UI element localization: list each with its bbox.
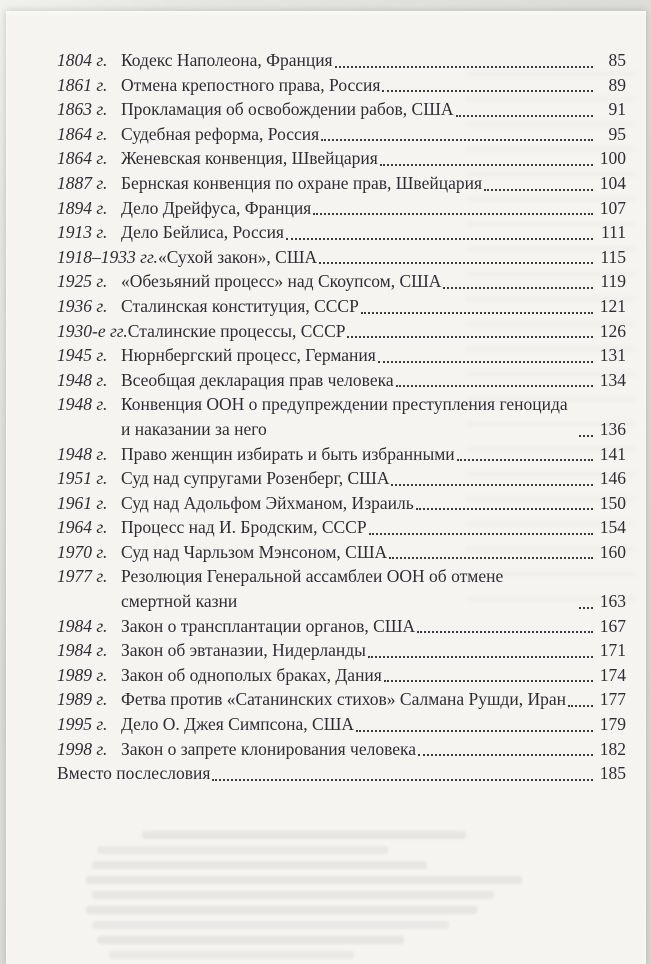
toc-entry-page: 185: [599, 763, 626, 784]
toc-entry-page: 160: [599, 541, 626, 562]
toc-entry-title: «Обезьяний процесс» над Скоупсом, США: [121, 271, 442, 292]
toc-entry-page: 182: [599, 738, 626, 759]
toc-entry-title: Закон об эвтаназии, Нидерланды: [121, 640, 366, 661]
toc-entry-text: [57, 687, 566, 712]
toc-entry-year: 1887 г.: [57, 172, 108, 193]
toc-entry: [57, 638, 626, 663]
toc-entry-text: [57, 220, 284, 245]
toc-entry-page: 174: [599, 664, 626, 685]
toc-entry-year: 1894 г.: [57, 197, 108, 218]
toc-entry-page: 154: [599, 517, 626, 538]
toc-entry-text: [57, 491, 414, 516]
toc-entry-year: 1863 г.: [57, 99, 108, 120]
toc-entry-year: 1989 г.: [57, 664, 108, 685]
toc-entry-text: [57, 515, 367, 540]
toc-entry-title: Дело О. Джея Симпсона, США: [121, 714, 354, 735]
toc-entry-title: Сталинские процессы, СССР: [127, 320, 346, 341]
bleed-through-line: [97, 846, 387, 854]
toc-entry-text: [57, 97, 454, 122]
dot-leader: [212, 779, 593, 781]
dot-leader: [356, 730, 593, 732]
toc-entry-year: 1995 г.: [57, 714, 108, 735]
toc-entry-title: «Сухой закон», США: [157, 246, 318, 267]
dot-leader: [418, 754, 593, 756]
toc-entry-title: Всеобщая декларация прав человека: [121, 369, 394, 390]
toc-entry-page: 111: [601, 222, 626, 243]
toc-entry-text: [57, 171, 482, 196]
toc-entry: [57, 761, 626, 786]
toc-entry-year: 1948 г.: [57, 394, 108, 415]
toc-entry-text: [57, 466, 389, 491]
dot-leader: [417, 631, 593, 633]
toc-entry-title: Вместо послесловия: [57, 763, 211, 784]
toc-entry: [57, 687, 626, 712]
toc-entry-title: Отмена крепостного права, Россия: [121, 74, 381, 95]
toc-entry-page: 115: [600, 246, 626, 267]
toc-entry-page: 104: [599, 172, 626, 193]
dot-leader: [335, 66, 593, 68]
dot-leader: [384, 680, 593, 682]
toc-entry-page: 121: [599, 295, 626, 316]
toc-entry-text: [57, 122, 319, 147]
bleed-through-line: [86, 906, 477, 914]
toc-entry-title: Бернская конвенция по охране прав, Швейцария: [121, 172, 483, 193]
toc-entry-text: [57, 48, 333, 73]
toc-entry-year: 1936 г.: [57, 295, 108, 316]
toc-entry-page: 141: [599, 443, 626, 464]
toc-entry-year: 1984 г.: [57, 615, 108, 636]
bleed-through-margin-smudge: [466, 71, 636, 611]
toc-entry-year: 1861 г.: [57, 74, 108, 95]
toc-entry-text: [57, 663, 382, 688]
toc-entry-title: Процесс над И. Бродским, СССР: [121, 517, 367, 538]
toc-entry-title: Закон о трансплантации органов, США: [121, 615, 416, 636]
toc-entry: [57, 663, 626, 688]
bleed-through-line: [92, 861, 427, 869]
toc-entry-text: [57, 294, 359, 319]
toc-entry-year: 1913 г.: [57, 222, 108, 243]
toc-entry-text: [57, 737, 416, 762]
toc-entry-text: [57, 761, 210, 786]
toc-entry-title: Право женщин избирать и быть избранными: [121, 443, 455, 464]
bleed-through-line: [92, 891, 494, 899]
bleed-through-line: [97, 936, 404, 944]
toc-entry-text: [57, 196, 311, 221]
toc-entry-year: 1864 г.: [57, 123, 108, 144]
toc-entry-year: 1964 г.: [57, 517, 108, 538]
bleed-through-line: [142, 831, 466, 839]
toc-entry-page: 177: [599, 689, 626, 710]
toc-entry-title: Дело Бейлиса, Россия: [121, 222, 284, 243]
toc-entry-year: 1998 г.: [57, 738, 108, 759]
toc-entry-year: 1984 г.: [57, 640, 108, 661]
bleed-through-line: [92, 921, 449, 929]
toc-entry-text: [57, 638, 366, 663]
toc-entry: [57, 737, 626, 762]
toc-entry-year: 1951 г.: [57, 468, 108, 489]
toc-entry-page: 85: [608, 50, 626, 70]
toc-entry-page: 89: [608, 74, 626, 95]
toc-entry-text: [57, 368, 394, 393]
toc-entry-title: Дело Дрейфуса, Франция: [121, 197, 312, 218]
toc-entry-year: 1970 г.: [57, 541, 108, 562]
toc-entry-page: 167: [599, 615, 626, 636]
toc-entry-page: 131: [599, 345, 626, 366]
toc-entry-year: 1864 г.: [57, 148, 108, 169]
toc-entry-year: 1945 г.: [57, 345, 108, 366]
toc-entry-text: [57, 442, 455, 467]
toc-entry-title: Суд над Адольфом Эйхманом, Израиль: [121, 492, 414, 513]
toc-entry-text: [57, 319, 345, 344]
toc-entry-title: Сталинская конституция, СССР: [121, 295, 359, 316]
toc-entry-title: Конвенция ООН о предупреждении преступления геноцида и наказании за него: [121, 394, 568, 439]
dot-leader: [568, 705, 593, 707]
toc-entry: [57, 614, 626, 639]
toc-entry-year: 1804 г.: [57, 50, 108, 70]
toc-entry-page: 136: [599, 418, 626, 439]
toc-entry-year: 1977 г.: [57, 566, 108, 587]
toc-entry-title: Судебная реформа, Россия: [121, 123, 320, 144]
toc-entry-page: 95: [608, 123, 626, 144]
toc-entry-text: [57, 540, 387, 565]
toc-entry-title: Суд над Чарльзом Мэнсоном, США: [121, 541, 388, 562]
toc-entry-page: 107: [599, 197, 626, 218]
toc-entry-page: 171: [599, 640, 626, 661]
toc-entry-page: 163: [599, 591, 626, 612]
book-page: [6, 11, 646, 964]
toc-entry-title: Женевская конвенция, Швейцария: [121, 148, 378, 169]
toc-entry: [57, 48, 626, 73]
toc-entry-year: 1961 г.: [57, 492, 108, 513]
toc-entry-title: Нюрнбергский процесс, Германия: [121, 345, 376, 366]
toc-entry-page: 146: [599, 468, 626, 489]
toc-entry-title: Суд над супругами Розенберг, США: [121, 468, 390, 489]
toc-entry-page: 134: [599, 369, 626, 390]
bleed-through-text: [64, 831, 622, 964]
toc-entry-title: Закон о запрете клонирования человека: [121, 738, 417, 759]
toc-entry-title: Прокламация об освобождении рабов, США: [121, 99, 454, 120]
toc-entry-text: [57, 614, 415, 639]
bleed-through-line: [109, 951, 355, 959]
toc-entry-text: [57, 73, 380, 98]
toc-entry-page: 179: [599, 714, 626, 735]
toc-entry-page: 126: [599, 320, 626, 341]
bleed-through-line: [86, 876, 521, 884]
toc-entry: [57, 712, 626, 737]
toc-entry-text: [57, 343, 376, 368]
toc-entry-page: 150: [599, 492, 626, 513]
toc-entry-text: [57, 245, 317, 270]
toc-entry-year: 1930-е гг.: [57, 320, 128, 341]
toc-entry-year: 1918–1933 гг.: [57, 246, 158, 267]
toc-entry-year: 1989 г.: [57, 689, 108, 710]
toc-entry-page: 91: [608, 99, 626, 120]
toc-entry-page: 100: [599, 148, 626, 169]
toc-entry-title: Фетва против «Сатанинских стихов» Салмана Рушди, Иран: [121, 689, 566, 710]
toc-entry-title: Резолюция Генеральной ассамблеи ООН об отмене смертной казни: [121, 566, 504, 612]
toc-entry-text: [57, 712, 354, 737]
toc-entry-page: 119: [600, 271, 626, 292]
toc-entry-year: 1925 г.: [57, 271, 108, 292]
toc-entry-title: Закон об однополых браках, Дания: [121, 664, 382, 685]
toc-entry-year: 1948 г.: [57, 369, 108, 390]
toc-entry-text: [57, 146, 378, 171]
dot-leader: [368, 656, 593, 658]
toc-entry-year: 1948 г.: [57, 443, 108, 464]
toc-entry-text: [57, 269, 441, 294]
toc-entry-title: Кодекс Наполеона, Франция: [121, 50, 333, 70]
